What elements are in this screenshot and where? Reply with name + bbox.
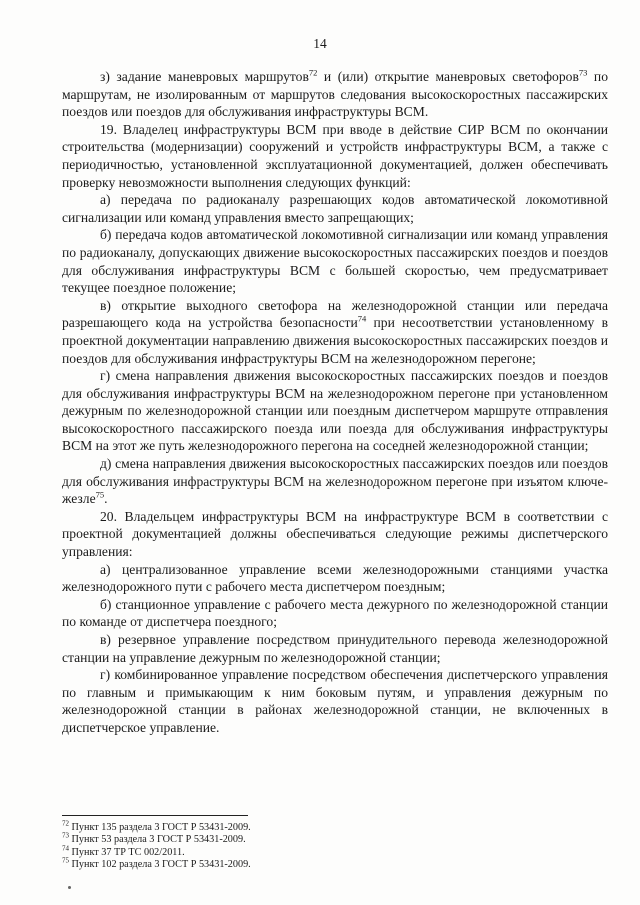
footnote-text: Пункт 135 раздела 3 ГОСТ Р 53431-2009. xyxy=(69,822,251,833)
body-paragraph xyxy=(62,561,608,596)
body-paragraph xyxy=(62,367,608,455)
body-paragraph xyxy=(62,508,608,561)
footnote-number: 75 xyxy=(62,856,69,865)
paragraph-text: 20. Владельцем инфраструктуры ВСМ на инфраструктуре ВСМ в соответствии с проектной документацией должны обеспечиваться следующие режимы диспетчерского управления: xyxy=(62,508,608,560)
body-paragraph xyxy=(62,226,608,296)
footnote-item xyxy=(62,844,608,859)
footnote-reference[interactable]: 72 xyxy=(308,67,318,78)
paragraph-text: по маршрутам, не изолированным от маршрутов следования высокоскоростных пассажирских поездов или поездов для обслуживания инфраструктуры ВСМ. xyxy=(62,69,608,120)
footnote-number: 73 xyxy=(62,832,69,841)
paragraph-text: б) передача кодов автоматической локомотивной сигнализации или команд управления по радиоканалу, допускающих движение высокоскоростных пассажирских поездов и поездов для обслуживания инфраструктуры ВСМ с большей скоростью, чем предусматривает текущее поездное положение; xyxy=(62,227,608,296)
footnote-reference[interactable]: 74 xyxy=(357,313,367,324)
footnote-reference[interactable]: 73 xyxy=(578,67,588,78)
footnote-item xyxy=(62,856,608,871)
footnote-text: Пункт 102 раздела 3 ГОСТ Р 53431-2009. xyxy=(69,859,251,871)
scan-dot-mark xyxy=(68,886,71,889)
footnote-item xyxy=(62,834,608,846)
body-paragraph xyxy=(62,191,608,226)
body-paragraph xyxy=(62,596,608,631)
paragraph-text: з) задание маневровых маршрутов xyxy=(100,69,309,84)
footnote-text: Пункт 37 ТР ТС 002/2011. xyxy=(69,846,185,858)
footnote-item xyxy=(62,819,608,834)
body-paragraph xyxy=(62,666,608,736)
page-number: 14 xyxy=(313,36,327,51)
body-paragraph xyxy=(62,121,608,191)
body-paragraph xyxy=(62,455,608,508)
paragraph-text: . xyxy=(104,491,108,507)
paragraph-text: б) станционное управление с рабочего места дежурного по железнодорожной станции по команде от диспетчера поездного; xyxy=(62,596,608,630)
paragraph-text: а) передача по радиоканалу разрешающих кодов автоматической локомотивной сигнализации или команд управления вместо запрещающих; xyxy=(62,192,608,225)
footnote-text: Пункт 53 раздела 3 ГОСТ Р 53431-2009. xyxy=(69,834,246,846)
paragraph-text: д) смена направления движения высокоскоростных пассажирских поездов или поездов для обслуживания инфраструктуры ВСМ на железнодорожном перегоне при изъятом ключе-жезле xyxy=(62,456,608,507)
footnote-reference[interactable]: 75 xyxy=(95,489,105,500)
body-paragraph xyxy=(62,631,608,666)
footnotes-section xyxy=(62,819,608,872)
document-body xyxy=(62,68,608,737)
paragraph-text: в) резервное управление посредством принудительного перевода железнодорожной станции на управление дежурным по железнодорожной станции; xyxy=(62,632,608,665)
paragraph-text: при несоответствии установленному в проектной документации направлению движения высокоскоростных пассажирских поездов и поездов для обслуживания инфраструктуры ВСМ на железнодорожном перегоне; xyxy=(62,315,608,366)
body-paragraph xyxy=(62,68,608,121)
paragraph-text: а) централизованное управление всеми железнодорожными станциями участка железнодорожного пути с рабочего места диспетчером поездным; xyxy=(62,561,608,595)
paragraph-text: г) комбинированное управление посредством обеспечения диспетчерского управления по главным и примыкающим к ним боковым путям, и управления дежурным по железнодорожной станции в районах железнодорожной станции, не включенных в диспетчерское управление. xyxy=(62,667,608,735)
body-paragraph xyxy=(62,297,608,367)
footnote-number: 72 xyxy=(62,819,69,828)
paragraph-text: в) открытие выходного светофора на железнодорожной станции или передача разрешающего кода на устройства безопасности xyxy=(62,297,608,331)
footnote-number: 74 xyxy=(62,844,69,853)
footnote-divider xyxy=(62,815,248,816)
paragraph-text: 19. Владелец инфраструктуры ВСМ при вводе в действие СИР ВСМ по окончании строительства (модернизации) сооружений и устройств инфраструктуры ВСМ, а также с периодичностью, установленной эксплуатационной документацией, должен обеспечивать проверку невозможности выполнения следующих функций: xyxy=(62,121,608,190)
paragraph-text: и (или) открытие маневровых светофоров xyxy=(317,69,579,84)
paragraph-text: г) смена направления движения высокоскоростных пассажирских поездов и поездов для обслуживания инфраструктуры ВСМ на железнодорожном перегоне при установленном дежурным по железнодорожной станции или поездным диспетчером маршруте отправления высокоскоростного пассажирского поезда или поезда для обслуживания инфраструктуры ВСМ на этот же путь железнодорожного перегона на соседней железнодорожной станции; xyxy=(62,368,608,454)
